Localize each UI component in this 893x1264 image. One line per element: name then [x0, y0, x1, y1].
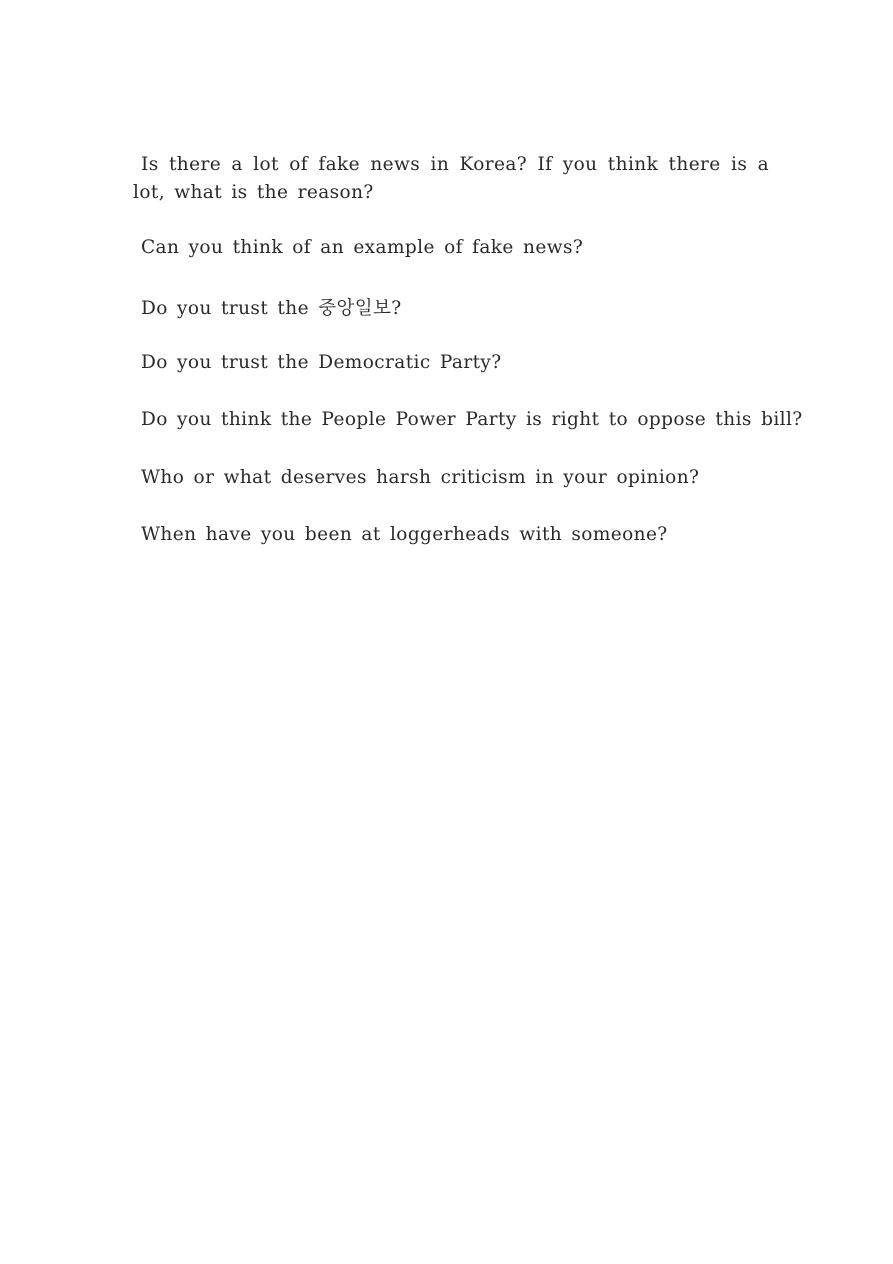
question-loggerheads: When have you been at loggerheads with someone? — [141, 524, 668, 545]
question-harsh-criticism: Who or what deserves harsh criticism in your opinion? — [141, 467, 700, 488]
question-fake-news-korea: Is there a lot of fake news in Korea? If you think there is a lot, what is the reason? — [133, 154, 769, 203]
question-fake-news-example: Can you think of an example of fake news? — [141, 237, 584, 258]
question-trust-newspaper: Do you trust the 중앙일보? — [141, 298, 402, 319]
question-people-power-party: Do you think the People Power Party is right to oppose this bill? — [141, 409, 803, 430]
question-trust-democratic-party: Do you trust the Democratic Party? — [141, 352, 502, 373]
